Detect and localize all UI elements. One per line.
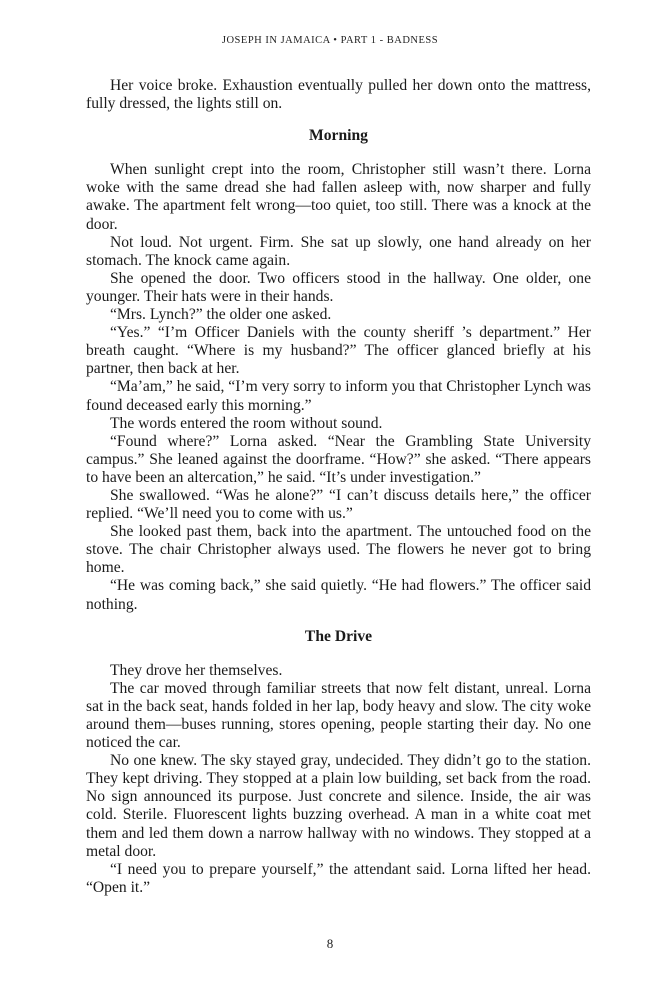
section-heading-morning: Morning (309, 127, 368, 145)
paragraph: “He was coming back,” she said quietly. “He had flowers.” The officer said nothing. (86, 577, 591, 613)
paragraph: The words entered the room without sound. (110, 414, 383, 432)
running-head: JOSEPH IN JAMAICA • PART 1 - BADNESS (221, 35, 439, 46)
section-heading-the-drive: The Drive (304, 627, 373, 645)
paragraph: She swallowed. “Was he alone?” “I can’t discuss details here,” the officer replied. “We’ll need you to come with us.” (86, 486, 591, 523)
body-text (86, 77, 591, 897)
paragraph: No one knew. The sky stayed gray, undecided. They didn’t go to the station. They kept driving. They stopped at a plain low building, set back from the road. No sign announced its purpose. Just concrete and silence. Inside, the air was cold. Sterile. Fluorescent lights buzzing overhead. A man in a white coat met them and led them down a narrow hallway with no windows. They stopped at a metal door. (86, 752, 591, 860)
paragraph: “Yes.” “I’m Officer Daniels with the county sheriff ’s department.” Her breath caught. “Where is my husband?” The officer glanced briefly at his partner, then back at her. (86, 324, 591, 378)
paragraph: “Found where?” Lorna asked. “Near the Grambling State University campus.” She leaned against the doorframe. “How?” she asked. “There appears to have been an altercation,” he said. “It’s under investigation.” (86, 432, 591, 486)
paragraph: Not loud. Not urgent. Firm. She sat up slowly, one hand already on her stomach. The knock came again. (86, 233, 591, 269)
paragraph: She opened the door. Two officers stood in the hallway. One older, one younger. Their hats were in their hands. (86, 269, 591, 305)
paragraph: “I need you to prepare yourself,” the attendant said. Lorna lifted her head. “Open it.” (86, 860, 591, 896)
paragraph: “Ma’am,” he said, “I’m very sorry to inform you that Christopher Lynch was found deceased early this morning.” (86, 378, 591, 414)
paragraph: Her voice broke. Exhaustion eventually pulled her down onto the mattress, fully dressed, the lights still on. (86, 77, 591, 113)
paragraph: She looked past them, back into the apartment. The untouched food on the stove. The chair Christopher always used. The flowers he never got to bring home. (86, 523, 591, 577)
paragraph: The car moved through familiar streets that now felt distant, unreal. Lorna sat in the back seat, hands folded in her lap, body heavy and slow. The city woke around them—buses running, stores opening, people starting their day. No one noticed the car. (86, 679, 591, 752)
page-number: 8 (326, 936, 334, 951)
paragraph: “Mrs. Lynch?” the older one asked. (110, 306, 332, 324)
paragraph: They drove her themselves. (110, 661, 283, 679)
paragraph: When sunlight crept into the room, Christopher still wasn’t there. Lorna woke with the same dread she had fallen asleep with, now sharper and fully awake. The apartment felt wrong—too quiet, too still. There was a knock at the door. (86, 161, 591, 233)
